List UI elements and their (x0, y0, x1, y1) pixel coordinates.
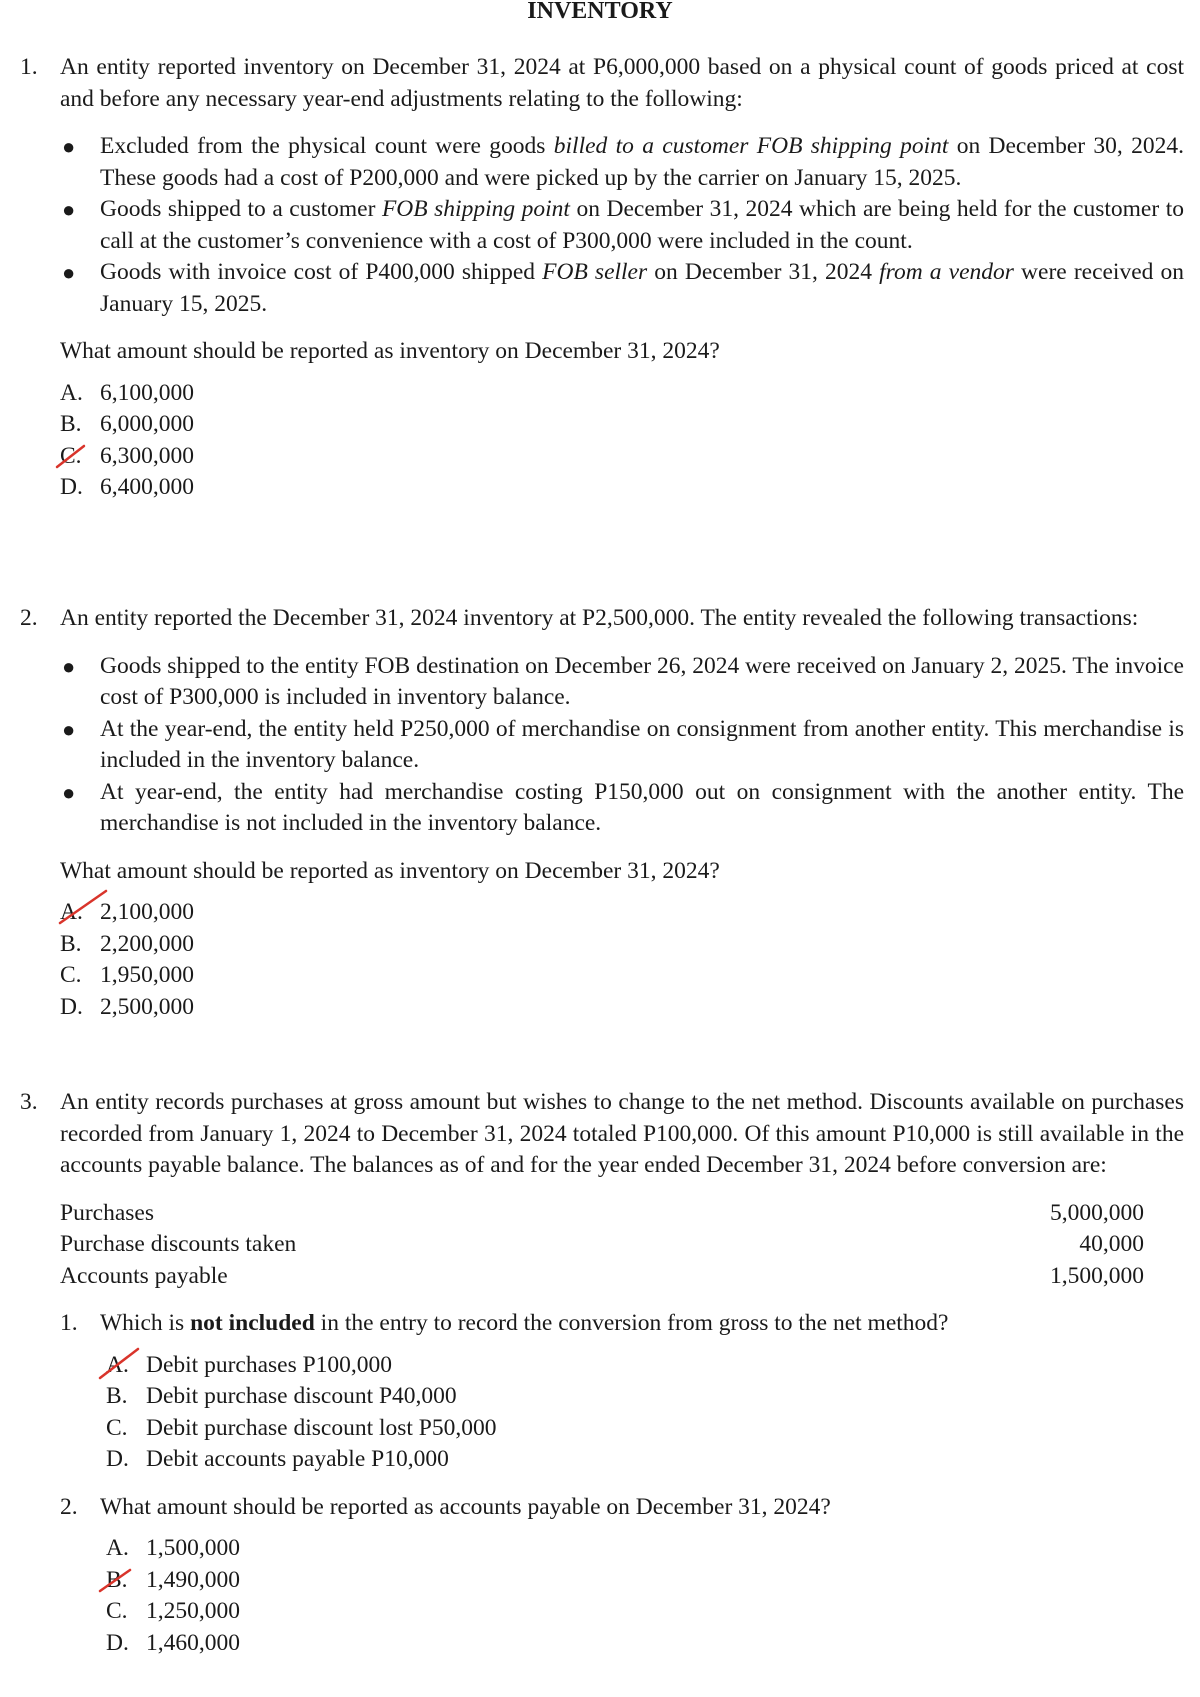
question-intro: An entity reported inventory on December 31, 2024 at P6,000,000 based on a physical count of goods priced at cost and before any necessary year-end adjustments relating to the following: (60, 54, 1184, 112)
bullet-item: ● Goods with invoice cost of P400,000 shipped FOB seller on December 31, 2024 from a vendor were received on January 15, 2025. (62, 259, 1185, 317)
question-number: 1. (20, 54, 38, 80)
subquestion-number: 2. (60, 1493, 78, 1520)
subquestion-prompt: Which is not included in the entry to record the conversion from gross to the net method? (100, 1310, 949, 1336)
choice-a[interactable]: A. Debit purchases P100,000 (106, 1350, 1184, 1382)
question-intro: An entity records purchases at gross amount but wishes to change to the net method. Discounts available on purchases recorded from January 1, 2024 to December 31, 2024 totaled P100,000. Of this amount P10,000 is still available in the accounts payable balance. The balances as of and for the year ended December 31, 2024 before conversion are: (60, 1089, 1184, 1178)
choice-b[interactable]: B. 2,200,000 (60, 930, 194, 957)
choice-a[interactable]: A. 2,100,000 (60, 897, 1184, 929)
question-3 (20, 1087, 1184, 1659)
bullet-icon: ● (62, 653, 76, 679)
question-1 (20, 52, 1184, 504)
choice-list (106, 1350, 1184, 1476)
subquestion-prompt: What amount should be reported as accounts payable on December 31, 2024? (100, 1493, 831, 1520)
question-prompt: What amount should be reported as inventory on December 31, 2024? (60, 338, 720, 364)
subquestion-1 (20, 1308, 1184, 1476)
bullet-icon: ● (62, 134, 76, 159)
choice-list (60, 897, 1184, 1023)
balance-row: Purchases 5,000,000 (60, 1199, 1144, 1226)
bullet-icon: ● (62, 779, 76, 805)
bullet-icon: ● (62, 260, 76, 285)
bullet-item: ● Goods shipped to a customer FOB shipping point on December 31, 2024 which are being held for the customer to call at the customer’s convenience with a cost of P300,000 were included in the count. (62, 196, 1184, 254)
choice-b[interactable]: B. Debit purchase discount P40,000 (106, 1383, 457, 1409)
bullet-list (20, 131, 1184, 320)
question-number: 2. (20, 605, 38, 631)
choice-b[interactable]: B. 6,000,000 (60, 411, 194, 437)
choice-c[interactable]: C. 1,950,000 (60, 962, 194, 988)
choice-d[interactable]: D. 1,460,000 (106, 1629, 240, 1656)
subquestion-number: 1. (60, 1310, 78, 1336)
subquestion-2 (20, 1492, 1184, 1660)
balance-row: Accounts payable 1,500,000 (60, 1262, 1144, 1289)
question-prompt: What amount should be reported as inventory on December 31, 2024? (60, 857, 720, 884)
bullet-list (20, 651, 1184, 840)
choice-d[interactable]: D. 6,400,000 (60, 474, 194, 500)
page-title: INVENTORY (527, 0, 673, 24)
choice-d[interactable]: D. 2,500,000 (60, 993, 194, 1020)
bullet-item: ● Excluded from the physical count were goods billed to a customer FOB shipping point on December 30, 2024. These goods had a cost of P200,000 and were picked up by the carrier on January 15, 2025. (62, 133, 1184, 191)
balance-row: Purchase discounts taken 40,000 (60, 1231, 1144, 1257)
choice-list (60, 378, 1184, 504)
question-number: 3. (20, 1089, 38, 1115)
choice-c[interactable]: C. 6,300,000 (60, 441, 1184, 473)
bullet-icon: ● (62, 197, 76, 222)
choice-d[interactable]: D. Debit accounts payable P10,000 (106, 1446, 449, 1472)
question-intro: An entity reported the December 31, 2024 inventory at P2,500,000. The entity revealed the following transactions: (60, 605, 1139, 631)
balance-table (20, 1198, 1184, 1293)
choice-a[interactable]: A. 6,100,000 (60, 379, 194, 406)
choice-list (106, 1533, 1184, 1659)
bullet-item: ● Goods shipped to the entity FOB destination on December 26, 2024 were received on January 2, 2025. The invoice cost of P300,000 is included in inventory balance. (62, 652, 1184, 710)
bullet-icon: ● (62, 716, 76, 742)
question-2 (20, 603, 1184, 1023)
bullet-item: ● At year-end, the entity had merchandise costing P150,000 out on consignment with the another entity. The merchandise is not included in the inventory balance. (62, 778, 1184, 836)
choice-b[interactable]: B. 1,490,000 (106, 1565, 1184, 1597)
choice-c[interactable]: C. 1,250,000 (106, 1598, 240, 1624)
bullet-item: ● At the year-end, the entity held P250,000 of merchandise on consignment from another entity. This merchandise is included in the inventory balance. (62, 715, 1184, 773)
choice-c[interactable]: C. Debit purchase discount lost P50,000 (106, 1414, 497, 1441)
choice-a[interactable]: A. 1,500,000 (106, 1535, 240, 1561)
